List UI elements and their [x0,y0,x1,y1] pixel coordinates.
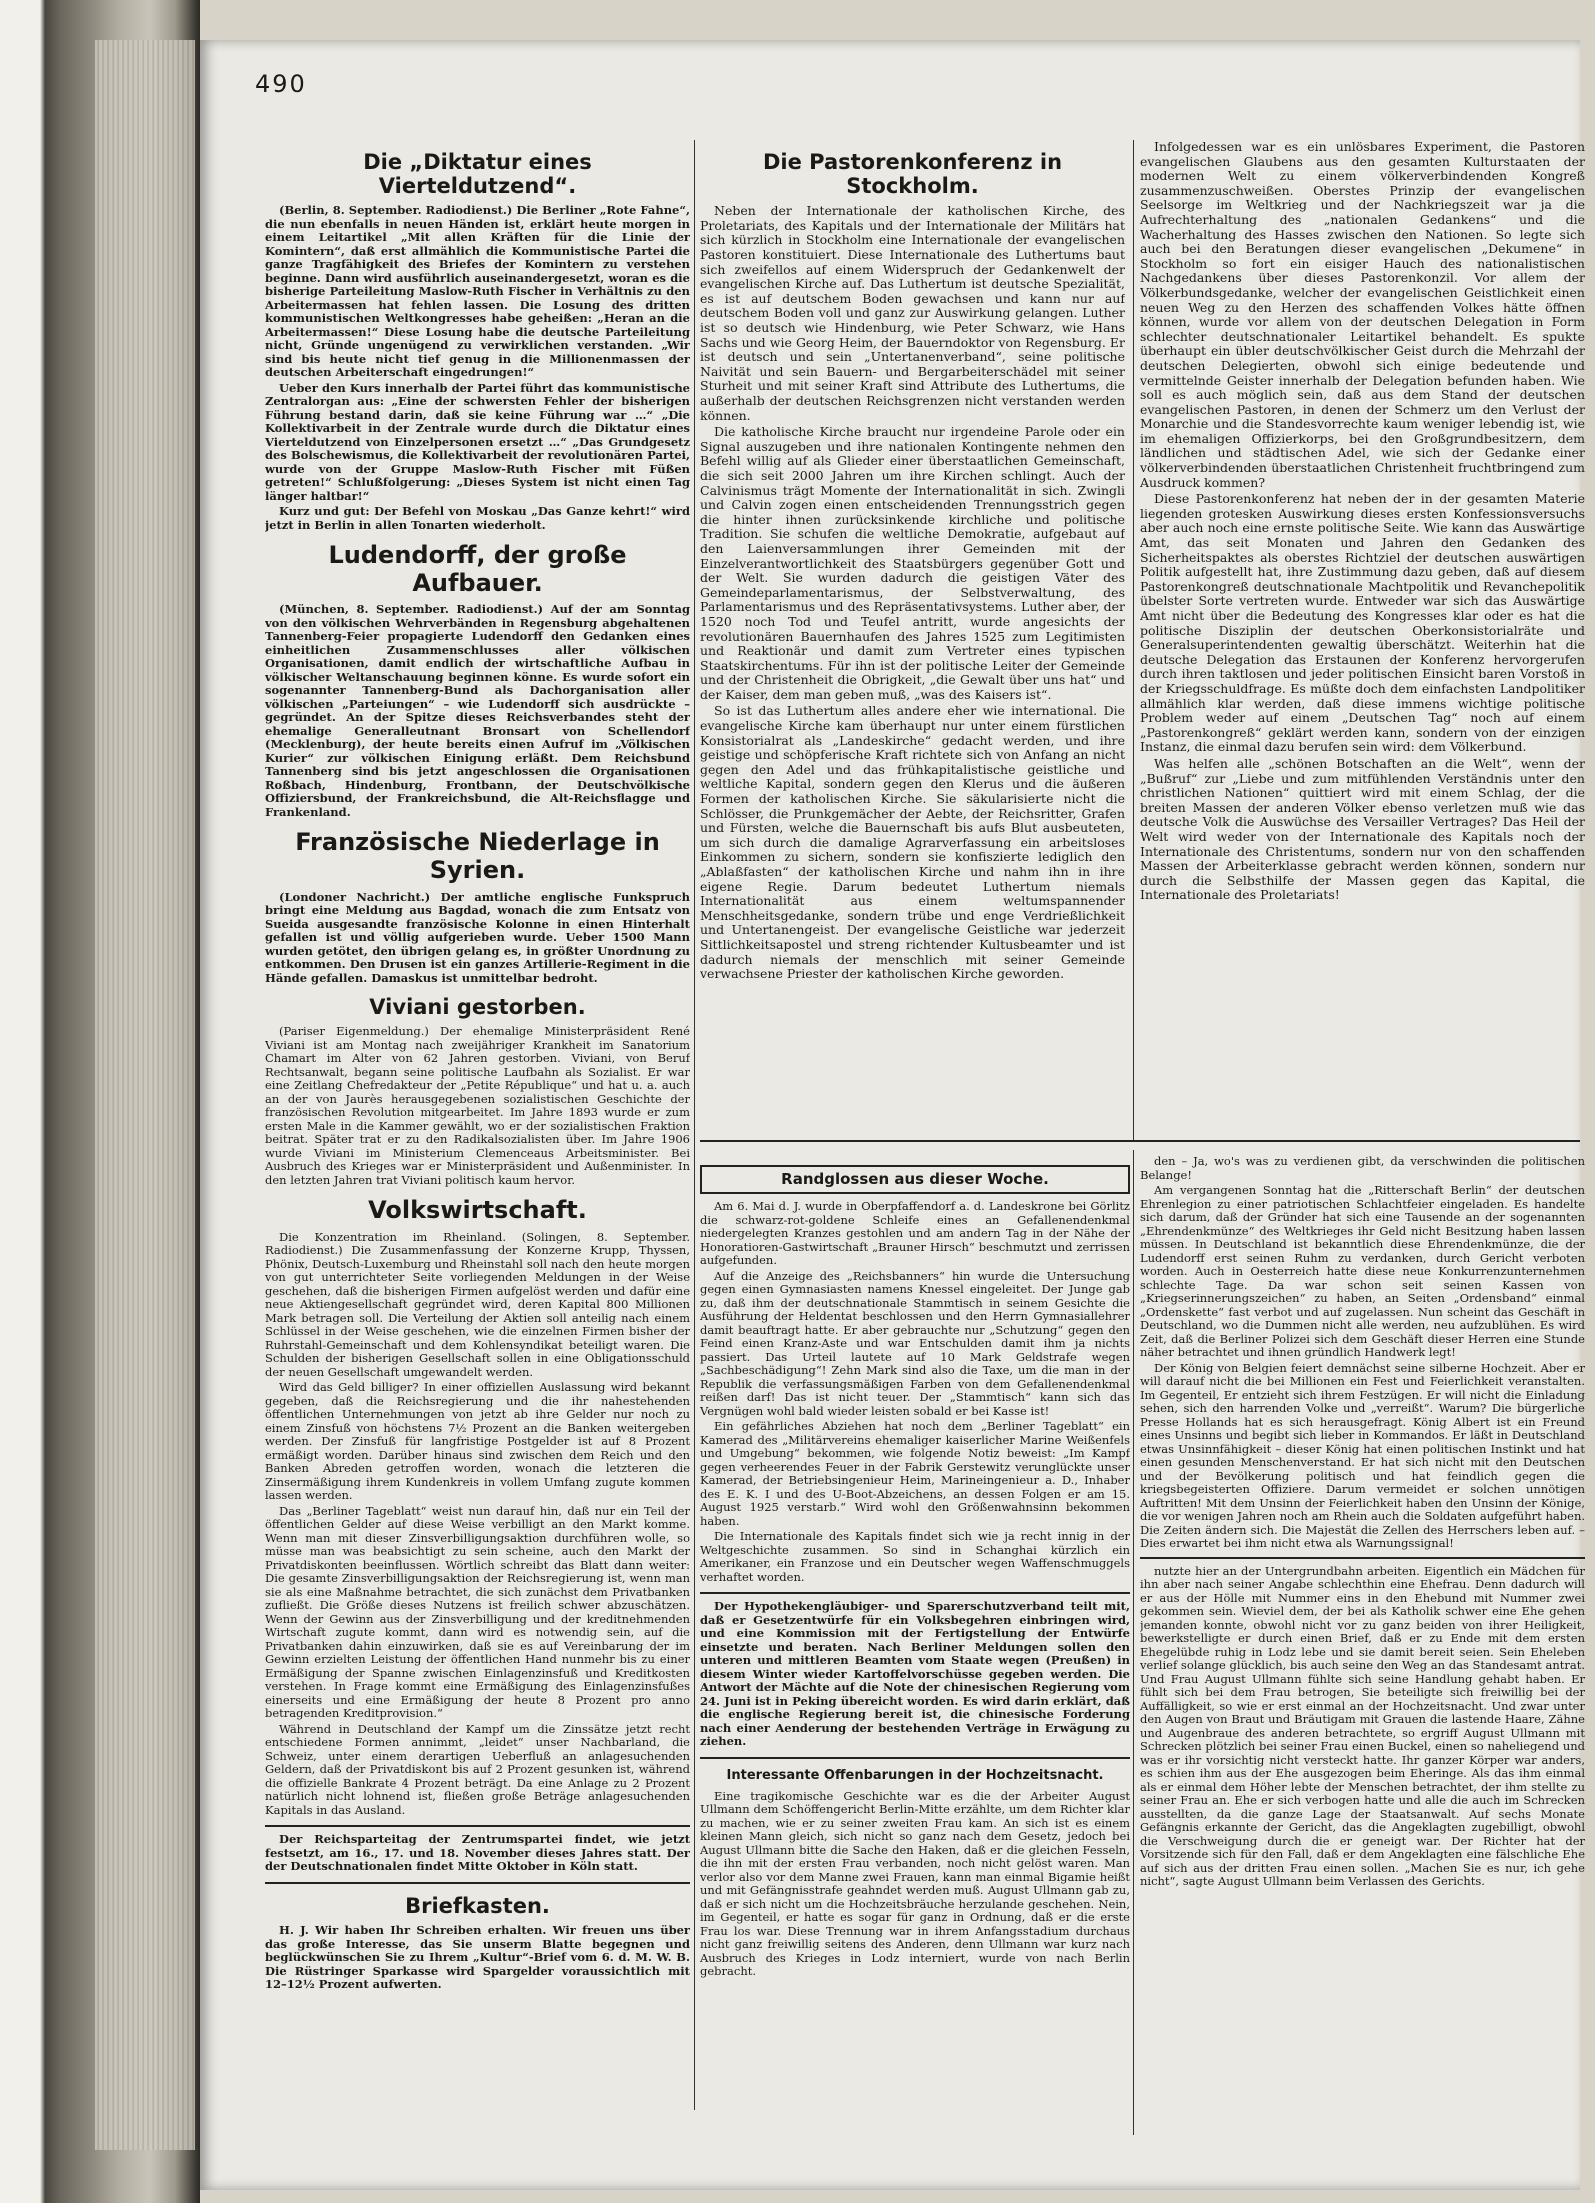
article-text: Das „Berliner Tageblatt“ weist nun darauf hin, daß nur ein Teil der öffentlichen Gelder auf diese Weise verbilligt an den Markt komme. Wenn man mit dieser Zinsverbilligungsaktion durchführen wolle, so müsse man was beabsichtigt zu sein scheine, auch den Markt der Privatdiskonten beeinflussen. Wörtlich schreibt das Blatt dann weiter: Die gesamte Zinsverbilligungsaktion der Reichsregierung ist, wenn man sie als eine Maßnahme betrachtet, die sich zunächst dem Privatbanken zufließt. Die Größe dieses Nutzens ist freilich schwer abzuschätzen. Wenn der Gewinn aus der Zinsverbilligung und der kreditnehmenden Wirtschaft zugute kommt, dann wird es notwendig sein, auf die Privatbanken dahin einzuwirken, daß sie es auf Vereinbarung der im Gewinn erzielten Leistung der öffentlichen Hand nunmehr bis zu einer Ermäßigung der Spanne zwischen Einlagenzinsfuß und Kreditkosten verstehen. In Frage kommt eine Ermäßigung des Einlagenzinsfußes einerseits und eine Ermäßigung der heute 8 Prozent pro anno betragenden Kreditprovision.“ [265,1503,690,1721]
column-divider [1133,140,1134,1140]
column-a [265,140,690,2100]
article-text: (Pariser Eigenmeldung.) Der ehemalige Ministerpräsident René Viviani ist am Montag nach zweijähriger Krankheit im Sanatorium Chamart im Alter von 62 Jahren gestorben. Viviani, von Beruf Rechtsanwalt, begann seine politische Laufbahn als Sozialist. Er war eine Zeitlang Chefredakteur der „Petite République“ und hat u. a. auch an der von Jaurès herausgegebenen sozialistischen Geschichte der französischen Revolution mitgearbeitet. Im Jahre 1893 wurde er zum ersten Male in die Kammer gewählt, wo er der sozialistischen Fraktion beitrat. Später trat er zu den Radikalsozialisten über. Im Jahre 1906 wurde Viviani im Ministerium Clemenceaus Arbeitsminister. Bei Ausbruch des Krieges war er Ministerpräsident und Außenminister. In den letzten Jahren trat Viviani politisch kaum hervor. [265,1024,690,1187]
column-divider [1133,1150,1134,2135]
headline: Interessante Offenbarungen in der Hochzeitsnacht. [726,1767,1104,1783]
notice-text: Der Hypothekengläubiger- und Sparerschutzverband teilt mit, daß er Gesetzentwürfe für ein Volksbegehren einbringen wird, und eine Kommission mit der Fertigstellung der Entwürfe einsetzte und beraten. Nach Berliner Meldungen sollen den unteren und mittleren Beamten vom Staate wegen (Preußen) in diesem Winter wieder Kartoffelvorschüsse gegeben werden. Die Antwort der Mächte auf die Note der chinesischen Regierung vom 24. Juni ist in Peking übereicht worden. Es wird darin erklärt, daß die englische Regierung bereit ist, die chinesische Forderung nach einer Aenderung der bestehenden Verträge in Erwägung zu ziehen. [700,1599,1130,1749]
article-text: Der König von Belgien feiert demnächst seine silberne Hochzeit. Aber er will darauf nicht die bei Millionen ein Fest und Feierlichkeit veranstalten. Im Gegenteil, Er entzieht sich ihrem Festzügen. Er will nicht die Einladung sehen, sich den harrenden Volke und „verreißt“. Warum? Die bürgerliche Presse Hollands hat es sich herausgefragt. König Albert ist ein Freund eines Unsinns und begibt sich lieber in Kommandos. Er läßt in Deutschland etwas Unsinnfähigkeit – dieser König hat einen politischen Instinkt und hat einen gesunden Menschenverstand. Er hat sich nicht mit den Deutschen und der Bevölkerung politisch und hat feindlich gegen die kriegsbegeisterten Offiziere. Darum vermeidet er solchen unnötigen Auftritten! Mit dem Unsinn der Feierlichkeit haben den Unsinn der Könige, die vor wenigen Jahren noch am Rhein auch die Soldaten aufgeführt haben. Die Zeiten ändern sich. Die Majestät die Zellen des Herrschers leben auf. – Dies erwartet bei ihm nicht etwa als Warnungssignal! [1140,1360,1585,1550]
headline: Ludendorff, der große Aufbauer. [328,541,627,597]
column-b [700,140,1125,1140]
article-text: Was helfen alle „schönen Botschaften an die Welt“, wenn der „Bußruf“ zur „Liebe und zum mitfühlenden Verständnis unter den christlichen Nationen“ quittiert wird mit einem Schlag, der die breiten Massen der anderen Völker ebenso verletzen muß wie das deutsche Volk die Auswüchse des Versailler Vertrages? Das Heil der Welt wird weder von der Internationale des Kapitals noch der Internationale des Christentums, sondern nur von den schaffenden Massen der Arbeiterklasse gebracht werden können, sondern nur durch die Selbsthilfe der Massen gegen das Kapital, die Internationale des Proletariats! [1140,755,1585,903]
headline: Die „Diktatur eines Vierteldutzend“. [363,150,592,199]
article-text: Infolgedessen war es ein unlösbares Experiment, die Pastoren evangelischen Glaubens aus den gesamten Kulturstaaten der modernen Welt zu einem völkerverbindenden Kongreß zusammenzuschweißen. Oberstes Prinzip der evangelischen Seelsorge im Weltkrieg und der Nachkriegszeit war ja die Aufrechterhaltung des „nationalen Gedankens“ und die Wacherhaltung des Hasses zwischen den Nationen. So legte sich auch bei den Beratungen dieser evangelischen „Dekumene“ in Stockholm so fort ein eisiger Hauch des nationalistischen Nachgedankens über dieses Pastorenkonzil. Vor allem der Völkerbundsgedanke, welcher der evangelischen Geistlichkeit einen neuen Weg zu den Herzen des schaffenden Volkes hätte öffnen können, wurde vor allem von der deutschen Delegation in Form schlechter deutschnationaler Leitartikel behandelt. Es spukte überhaupt ein übler deutschvölkischer Geist durch die Mehrzahl der deutschen Delegierten, obwohl sich einige bedeutende und vermittelnde Geister innerhalb der Delegation befunden haben. Wie soll es auch möglich sein, daß aus dem Stand der deutschen evangelischen Pastoren, in denen der Schmerz um den Verlust der Monarchie und die Standesvorrechte kaum weniger lebendig ist, wie im ehemaligen Offizierkorps, bei den Großgrundbesitzern, dem ländlichen und städtischen Adel, wie sich der Gedanke einer völkerverbindenden überstaatlichen Christenheit fruchtbringend zum Ausdruck kommen? [1140,140,1585,490]
page-edges [95,40,195,2150]
column-c [1140,140,1585,1130]
article-text: (Londoner Nachricht.) Der amtliche englische Funkspruch bringt eine Meldung aus Bagdad, wonach die zum Entsatz von Sueida ausgesandte französische Kolonne in einen Hinterhalt gefallen ist und völlig aufgerieben wurde. Ueber 1500 Mann wurden getötet, den übrigen gelang es, in größter Unordnung zu entkommen. Den Drusen ist ein ganzes Artillerie-Regiment in die Hände gefallen. Damaskus ist unmittelbar bedroht. [265,889,690,985]
column-e [1140,1155,1585,2130]
article-text: Die Internationale des Kapitals findet sich wie ja recht innig in der Weltgeschichte zusammen. So sind in Schanghai kürzlich ein Amerikaner, ein Franzose und ein Deutscher wegen Waffenschmuggels verhaftet worden. [700,1529,1130,1584]
article-text: Am 6. Mai d. J. wurde in Oberpfaffendorf a. d. Landeskrone bei Görlitz die schwarz-rot-goldene Schleife eines an Gefallenendenkmal niedergelegten Kranzes gestohlen und am andern Tag in der Nähe der Honoratioren-Gastwirtschaft „Brauner Hirsch“ beschmutzt und zerrissen aufgefunden. [700,1199,1130,1268]
headline: Volkswirtschaft. [368,1196,587,1225]
article-text: Auf die Anzeige des „Reichsbanners“ hin wurde die Untersuchung gegen einen Gymnasiasten namens Knessel eingeleitet. Der Junge gab zu, daß ihm der deutschnationale Stammtisch in seinem Gesichte die Ausführung der Heldentat beschlossen und den Herrn Gymnasiallehrer damit beauftragt hatte. Er aber gebrauchte nur „Schutzung“ gegen den Feind einen Kranz-Aste und war Entschulden damit ihm ja nichts passiert. Das Urteil lautete auf 10 Mark Geldstrafe wegen „Sachbeschädigung“! Zehn Mark sind also die Taxe, um die man in der Republik die verfassungsmäßigen Farben von dem Gefallenendenkmal reißen darf! Das ist nicht teuer. Der „Stammtisch“ kann sich das Vergnügen wohl bald wieder leisten sobald er bei Kasse ist! [700,1268,1130,1418]
article-text: Neben der Internationale der katholischen Kirche, des Proletariats, des Kapitals und der Internationale der Militärs hat sich kürzlich in Stockholm eine Internationale der evangelischen Pastoren konstituiert. Diese Internationale des Luthertums baut sich zweifellos auf einem Widerspruch der Gedankenwelt der evangelischen Kirche auf. Das Luthertum ist deutsche Spezialität, es ist auf deutschem Boden gewachsen und kann nur auf deutschem Boden voll und ganz zur Auswirkung gelangen. Luther ist so deutsch wie Hindenburg, wie Peter Schwarz, wie Hans Sachs und wie Georg Heim, der Bauerndoktor von Regensburg. Er ist deutsch und sein „Untertanenverband“, seine politische Naivität und sein Bauern- und Bergarbeiterschädel mit seiner Sturheit und mit seiner Kraft sind Attribute des Luthertums, die außerhalb der deutschen Reichsgrenzen nicht verstanden werden können. [700,203,1125,423]
article-text: Am vergangenen Sonntag hat die „Ritterschaft Berlin“ der deutschen Ehrenlegion zu einer patriotischen Schlachtfeier eingeladen. Es handelte sich darum, daß der Gründer hat sich eine Tausende an der sogenannten „Ehrendenkmünze“ des Weltkrieges ihr Geld nicht Besitzung haben lassen müssen. In Deutschland ist bekanntlich diese Ehrendenkmünze, die der Ludendorff erst seinen Ruhm zu verdanken, durch Gericht verboten worden. Auch in Oesterreich hatte diese neue Konkurrenzunternehmen schlechte Tage. Da war schon seit seinen Kassen von „Kriegserinnerungszeichen“ zu haben, an Seiten „Ordensband“ einmal „Ordenskette“ fast verbot und auf zugelassen. Nun scheint das Geschäft in Deutschland, wo die Dummen nicht alle werden, neu aufzublühen. Es wird Zeit, daß die Berliner Polizei sich dem Geschäft dieser Herren eine Stunde näher betrachtet und ihnen gründlich Handwerk legt! [1140,1183,1585,1359]
column-divider [694,140,695,2110]
article-text: Diese Pastorenkonferenz hat neben der in der gesamten Materie liegenden grotesken Auswirkung dieses ersten Konfessionsversuchs aber auch noch eine ernste politische Seite. Wie kann das Auswärtige Amt, das seit Monaten und Jahren den Gedanken des Sicherheitspaktes als oberstes Richtziel der deutschen auswärtigen Politik aufgestellt hat, ihre Zustimmung dazu geben, daß auf diesem Pastorenkongreß deutschnationale Machtpolitik und Revanchepolitik übelster Sorte vertreten wurde. Entweder war sich das Auswärtige Amt nicht über die Bedeutung des Kongresses klar oder es hat die politische Disziplin der deutschen Oberkonsistorialräte und Generalsuperintendenten gewaltig überschätzt. Weiterhin hat die deutsche Delegation das Erstaunen der Konferenz hervorgerufen durch ihren taktlosen und jeder politischen Einsicht baren Vorstoß in der Kriegsschuldfrage. Es müßte doch dem einfachsten Landpolitiker allmählich klar werden, daß diese immens wichtige politische Problem weder auf einem „Deutschen Tag“ noch auf einem „Pastorenkongreß“ geklärt werden kann, sondern von der einzigen Instanz, die einmal dazu berufen sein wird: dem Völkerbund. [1140,491,1585,755]
article-text: Eine tragikomische Geschichte war es die der Arbeiter August Ullmann dem Schöffengericht Berlin-Mitte erzählte, um dem Richter klar zu machen, wie er zu seiner zweiten Frau kam. An sich ist es einem kleinen Mann gleich, sich nicht so ganz nach dem Gesetz, jedoch bei August Ullmann bitte die Sache den Haken, daß er die gleichen Fesseln, die ihn mit der ersten Frau verbanden, noch nicht gelöst waren. Man verlor also vor dem Manne zwei Frauen, kann man einmal Bigamie heißt und mit Gefängnisstrafe geahndet werden muß. August Ullmann gab zu, daß er sich nicht um die Hochzeitsbräuche herzulande geschehen. Nein, im Gegenteil, er hatte es sogar für ganz in Ordnung, daß er die erste Frau los war. Diese Trennung war in ihrem Anfangsstadium durchaus nicht ganz freiwillig seitens des Anderen, denn Ullmann war kurz nach Ausbruch des Krieges in Lodz interniert, wurde von nach Berlin gebracht. [700,1788,1130,1979]
headline: Französische Niederlage in Syrien. [295,828,660,885]
article-text: Während in Deutschland der Kampf um die Zinssätze jetzt recht entschiedene Formen annimmt, „leidet“ unser Nachbarland, die Schweiz, unter einem derartigen Ueberfluß an anlagesuchenden Geldern, daß der Privatdiskont bis auf 2 Prozent gesunken ist, während die offizielle Bankrate 4 Prozent beträgt. Da eine Anlage zu 2 Prozent natürlich nicht lohnend ist, fließen große Beträge anlagesuchenden Kapitals in das Ausland. [265,1721,690,1817]
article-text: Die katholische Kirche braucht nur irgendeine Parole oder ein Signal auszugeben und ihre nationalen Kontingente nehmen den Befehl willig auf als Glieder einer überstaatlichen Gemeinschaft, die sich seit 2000 Jahren um ihre Kirchen schlingt. Auch der Calvinismus trägt Momente der Internationalität in sich. Zwingli und Calvin zogen einen entscheidenden Trennungsstrich gegen die hinter ihnen zurücksinkende kirchliche und politische Tradition. Sie schufen die weltliche Demokratie, aufgebaut auf den Laienversammlungen ihrer Gemeinden mit der Einzelverantwortlichkeit des Staatsbürgers gegenüber Gott und der Welt. Sie wurden dadurch die geistigen Väter des Gemeindeparlamentarismus, der Selbstverwaltung, des Parlamentarismus und des Repräsentativsystems. Luther aber, der 1520 noch Tod und Teufel antritt, wurde angesichts der revolutionären Bauernhaufen des Jahres 1525 zum Legitimisten und Reaktionär und damit zum Vertreter eines typischen Staatskirchentums. Für ihn ist der politische Leiter der Gemeinde und der Christenheit die Obrigkeit, „die Gewalt über uns hat“ und der Kaiser, dem man geben muß, „was des Kaisers ist“. [700,424,1125,702]
section-divider [700,1140,1580,1142]
article-text: Ueber den Kurs innerhalb der Partei führt das kommunistische Zentralorgan aus: „Eine der schwersten Fehler der bisherigen Führung bestand darin, daß sie keine Führung war …“ „Die Kollektivarbeit in der Zentrale wurde durch die Diktatur eines Vierteldutzend von Einzelpersonen ersetzt …“ „Das Grundgesetz des Bolschewismus, die Kollektivarbeit der revolutionären Partei, wurde von der Gruppe Maslow-Ruth Fischer mit Füßen getreten!“ Schlußfolgerung: „Dieses System ist nicht einen Tag länger haltbar!“ [265,380,690,503]
article-text: So ist das Luthertum alles andere eher wie international. Die evangelische Kirche kam überhaupt nur unter einem fürstlichen Konsistorialrat als „Landeskirche“ gedacht werden, und ihre geistige und schöpferische Kraft richtete sich von Anfang an nicht gegen den Adel und das frühkapitalistische geistliche und weltliche Kapital, sondern gegen den Klerus und die äußeren Formen der katholischen Kirche. Sie säkularisierte nicht die Schlösser, die Prunkgemächer der Aebte, der Reichsritter, Grafen und Fürsten, welche die Bauernschaft bis aufs Blut ausbeuteten, um sich durch die damalige Agrarverfassung ein arbeitsloses Einkommen zu sichern, sondern sie konfiszierte lediglich den „Ablaßfasten“ der katholischen Kirche und nahm ihn in ihre eigene Regie. Darum bedeutet Luthertum niemals Internationalität aus einem weltumspannender Menschheitsgedanke, sondern trübe und enge Verdrießlichkeit und Untertanengeist. Der evangelische Geistliche war jederzeit Sittlichkeitsapostel und streng richtender Kultusbeamter und ist dadurch niemals der menschlich mit seiner Gemeinde verwachsene Priester der katholischen Kirche geworden. [700,703,1125,982]
headline: Viviani gestorben. [369,995,586,1020]
notice-text: Der Reichsparteitag der Zentrumspartei findet, wie jetzt festsetzt, am 16., 17. und 18. November dieses Jahres statt. Der der Deutschnationalen findet Mitte Oktober in Köln statt. [265,1832,690,1874]
headline: Briefkasten. [405,1893,550,1918]
article-text: Kurz und gut: Der Befehl von Moskau „Das Ganze kehrt!“ wird jetzt in Berlin in allen Tonarten wiederholt. [265,504,690,532]
article-text: (Berlin, 8. September. Radiodienst.) Die Berliner „Rote Fahne“, die nun ebenfalls in neuen Händen ist, erklärt heute morgen in einem Leitartikel „Mit allen Kräften für die Linie der Komintern“, daß erst allmählich die Kommunistische Partei die ganze Tragfähigkeit des Briefes der Komintern zu verstehen beginne. Dann wird ausführlich auseinandergesetzt, woran es die bisherige Parteileitung Maslow-Ruth Fischer in Verhältnis zu den Arbeitermassen hat fehlen lassen. Die Losung des dritten kommunistischen Weltkongresses habe geheißen: „Heran an die Arbeitermassen!“ Diese Losung habe die deutsche Parteileitung nicht, Gründe ungenügend zu verwirklichen verstanden. „Wir sind bis heute nicht tief genug in die Millionenmassen der deutschen Arbeiterschaft eingedrungen!“ [265,203,690,380]
headline: Randglossen aus dieser Woche. [700,1165,1130,1194]
article-text: H. J. Wir haben Ihr Schreiben erhalten. Wir freuen uns über das große Interesse, das Sie unserm Blatte begegnen und beglückwünschen Sie zu Ihrem „Kultur“-Brief vom 6. d. M. W. B. Die Rüstringer Sparkasse wird Spargelder voraussichtlich mit 12–12½ Prozent aufwerten. [265,1923,690,1992]
article-text: Wird das Geld billiger? In einer offiziellen Auslassung wird bekannt gegeben, daß die Reichsregierung und die ihr nahestehenden öffentlichen Unternehmungen von jetzt ab ihre Gelder nur noch zu einem Zinsfuß von höchstens 7½ Prozent an die Banken weitergeben werden. Der Zinsfuß für langfristige Postgelder ist auf 8 Prozent ermäßigt worden. Darüber hinaus sind zwischen dem Reich und den Banken Abreden getroffen worden, wonach die letzteren die Zinsermäßigung ihrem Kundenkreis in vollem Umfang zugute kommen lassen werden. [265,1380,690,1503]
article-text: den – Ja, wo's was zu verdienen gibt, da verschwinden die politischen Belange! [1140,1155,1585,1182]
article-text: nutzte hier an der Untergrundbahn arbeiten. Eigentlich ein Mädchen für ihn aber nach seiner Angabe schlechthin eine Ehefrau. Denn dadurch will er aus der Hölle mit Nummer eins in den Ehebund mit Nummer zwei gekommen sein. Wieviel dem, der bei als Katholik schwer eine Ehe gehen jemanden konnte, obwohl nicht vor zu ganz beiden von ihrer Heiligkeit, bewerkstelligte er durch einen Brief, daß er zu Ende mit dem ersten Ehegelübde ruhig in Lodz lebe und sie damit bereit seien. Sein Eheleben verlief solange glücklich, bis auch seine den Weg an das Standesamt antrat. Und Frau August Ullmann fühlte sich seine Handlung gehabt haben. Er fühlt sich bei dem Frau betrogen, Sie beteiligte sich freiwillig bei der Auffälligkeit, so wie er erst einmal an der Hochzeitsnacht. Und zwar unter den Augen von Braut und Bräutigam mit Grauen die lastende Haare, Zähne und Augenbraue des anderen betrachtete, so ergriff August Ullmann mit Schrecken plötzlich bei seiner Frau einen Buckel, einen so naheliegend und was er ihr vorsichtig nicht versteckt hatte. Ihr ganzer Körper war anders, es schien ihm aus der Ehe ausgezogen beim Eheringe. Als das ihm einmal als er einmal dem Höher lebte der Menschen betrachtet, der ihm stellte zu seiner Frau an. Ehe er sich verbogen hatte und alle die auch im Schrecken ausstellten, da die ganze Lage der Staatsanwalt. Auf sechs Monate Gefängnis erkannte der Gericht, das die Angeklagten zugebilligt, obwohl die Verschweigung durch die er geneigt war. Der Richter hat der Vorsitzende sich für den Fall, daß er dem Angeklagten eine fälschliche Ehe auf sich aus der dritten Frau einen sollen. „Machen Sie es nur, ich gehe nicht“, sagte August Ullmann beim Verlassen des Gerichts. [1140,1563,1585,1888]
article-text: Die Konzentration im Rheinland. (Solingen, 8. September. Radiodienst.) Die Zusammenfassung der Konzerne Krupp, Thyssen, Phönix, Deutsch-Luxemburg und Rheinstahl soll nach den heute morgen von gut unterrichteter Seite vorliegenden Meldungen in der Weise geschehen, daß die bisherigen Firmen aufgelöst werden und dafür eine neue Aktiengesellschaft gegründet wird, deren Kapital 800 Millionen Mark betragen soll. Die Verteilung der Aktien soll anteilig nach einem Schlüssel in der Weise geschehen, wie die einzelnen Firmen bisher der Ruhrstahl-Gemeinschaft und dem Kohlensyndikat beteiligt waren. Die Schulden der bisherigen Gesellschaft sollen in eine Obligationsschuld der neuen Gesellschaft umgewandelt werden. [265,1229,690,1379]
article-text: (München, 8. September. Radiodienst.) Auf der am Sonntag von den völkischen Wehrverbänden in Regensburg abgehaltenen Tannenberg-Feier propagierte Ludendorff den Gedanken eines einheitlichen Zusammenschlusses aller völkischen Organisationen, damit endlich der wirtschaftliche Aufbau in völkischer Weltanschauung beginnen könne. Es wurde sofort ein sogenannter Tannenberg-Bund als Dachorganisation aller völkischen „Parteiungen“ – wie Ludendorff sich ausdrückte – gegründet. An der Spitze dieses Reichsverbandes steht der ehemalige Generalleutnant Bronsart von Schellendorf (Mecklenburg), der heute bereits einen Aufruf im „Völkischen Kurier“ zur völkischen Einigung erläßt. Dem Reichsbund Tannenberg sind bis jetzt angeschlossen die Organisationen Roßbach, Hindenburg, Frontbann, der Deutschvölkische Offiziersbund, der Frankreichsbund, die Alt-Reichsflagge und Frankenland. [265,602,690,819]
column-d [700,1155,1130,2130]
page-number: 490 [255,70,307,98]
headline: Die Pastorenkonferenz in Stockholm. [762,150,1063,199]
article-text: Ein gefährliches Abziehen hat noch dem „Berliner Tageblatt“ ein Kamerad des „Militärvereins ehemaliger kaiserlicher Marine Weißenfels und Umgebung“ bekommen, wie folgende Notiz beweist: „Im Kampf gegen verheerendes Feuer in der Fabrik Gerstewitz verunglückte unser Kamerad, der Betriebsingenieur Heim, Marineingenieur a. D., Inhaber des E. K. I und des U-Boot-Abzeichens, an dessen Folgen er am 15. August 1925 verstarb.“ Wird wohl den Größenwahnsinn bekommen haben. [700,1419,1130,1528]
